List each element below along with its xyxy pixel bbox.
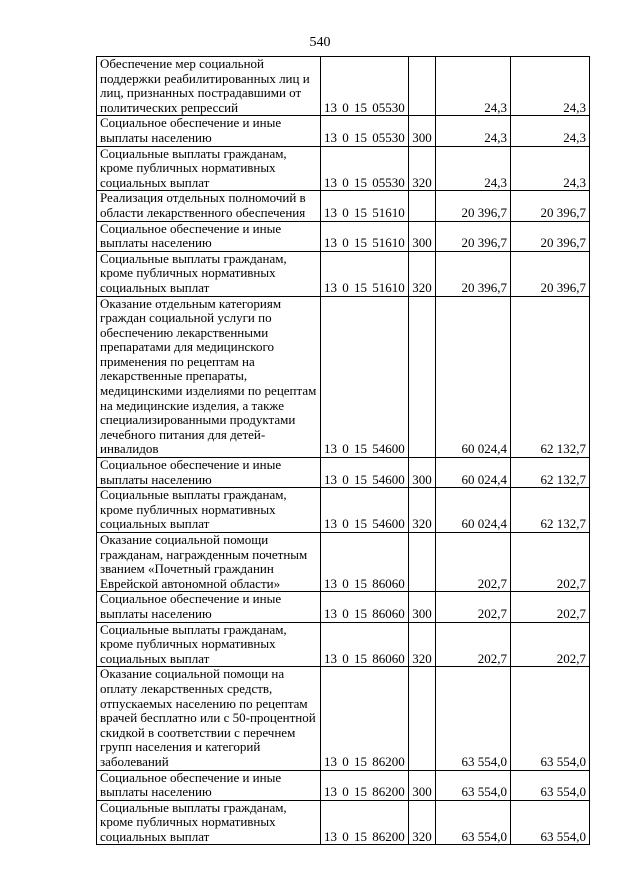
row-expense-type-cell: 300 xyxy=(409,458,436,488)
row-expense-type-cell xyxy=(409,296,436,458)
row-name-cell: Оказание отдельным категориям граждан социальной услуги по обеспечению лекарственными препаратами для медицинского применения по рецептам на лекарственные препараты, медицинскими изделиями по рецептам на медицинские изделия, а также специализированными продуктами лечебного питания для детей-инвалидов xyxy=(97,296,321,458)
table-row xyxy=(97,622,590,667)
row-name-cell: Обеспечение мер социальной поддержки реабилитированных лиц и лиц, признанных пострадавшими от политических репрессий xyxy=(97,57,321,116)
row-expense-type-cell: 320 xyxy=(409,251,436,296)
row-code-cell: 13 0 15 05530 xyxy=(321,57,409,116)
row-code-cell: 13 0 15 54600 xyxy=(321,296,409,458)
row-name-cell: Социальное обеспечение и иные выплаты населению xyxy=(97,221,321,251)
row-name-cell: Реализация отдельных полномочий в области лекарственного обеспечения xyxy=(97,191,321,221)
row-name-cell: Социальное обеспечение и иные выплаты населению xyxy=(97,770,321,800)
row-code-cell: 13 0 15 05530 xyxy=(321,146,409,191)
row-amount-year2-cell: 202,7 xyxy=(511,622,590,667)
budget-table-body xyxy=(97,57,590,845)
table-row xyxy=(97,667,590,770)
row-amount-year1-cell: 60 024,4 xyxy=(436,458,511,488)
row-amount-year2-cell: 63 554,0 xyxy=(511,770,590,800)
row-expense-type-cell: 300 xyxy=(409,116,436,146)
row-amount-year1-cell: 24,3 xyxy=(436,116,511,146)
row-code-cell: 13 0 15 86060 xyxy=(321,533,409,592)
row-amount-year2-cell: 62 132,7 xyxy=(511,488,590,533)
row-amount-year1-cell: 24,3 xyxy=(436,146,511,191)
budget-table xyxy=(96,56,590,845)
row-amount-year2-cell: 63 554,0 xyxy=(511,667,590,770)
table-row xyxy=(97,57,590,116)
table-row xyxy=(97,533,590,592)
row-amount-year2-cell: 24,3 xyxy=(511,146,590,191)
table-row xyxy=(97,592,590,622)
row-code-cell: 13 0 15 86200 xyxy=(321,770,409,800)
table-row xyxy=(97,116,590,146)
row-amount-year2-cell: 202,7 xyxy=(511,533,590,592)
row-amount-year2-cell: 63 554,0 xyxy=(511,800,590,845)
row-code-cell: 13 0 15 86060 xyxy=(321,622,409,667)
row-expense-type-cell xyxy=(409,57,436,116)
row-code-cell: 13 0 15 86200 xyxy=(321,667,409,770)
row-code-cell: 13 0 15 51610 xyxy=(321,221,409,251)
row-expense-type-cell: 300 xyxy=(409,770,436,800)
row-expense-type-cell: 300 xyxy=(409,221,436,251)
row-name-cell: Оказание социальной помощи на оплату лекарственных средств, отпускаемых населению по рецептам врачей бесплатно или с 50-процентной скидкой в соответствии с перечнем групп населения и категорий заболеваний xyxy=(97,667,321,770)
table-row xyxy=(97,458,590,488)
table-row xyxy=(97,221,590,251)
row-code-cell: 13 0 15 86200 xyxy=(321,800,409,845)
row-code-cell: 13 0 15 86060 xyxy=(321,592,409,622)
row-expense-type-cell xyxy=(409,533,436,592)
row-amount-year1-cell: 60 024,4 xyxy=(436,488,511,533)
table-row xyxy=(97,146,590,191)
row-amount-year1-cell: 60 024,4 xyxy=(436,296,511,458)
row-amount-year1-cell: 63 554,0 xyxy=(436,667,511,770)
table-row xyxy=(97,800,590,845)
row-name-cell: Социальное обеспечение и иные выплаты населению xyxy=(97,116,321,146)
row-name-cell: Социальные выплаты гражданам, кроме публичных нормативных социальных выплат xyxy=(97,800,321,845)
row-amount-year1-cell: 63 554,0 xyxy=(436,800,511,845)
row-code-cell: 13 0 15 51610 xyxy=(321,251,409,296)
row-name-cell: Оказание социальной помощи гражданам, награжденным почетным званием «Почетный гражданин Еврейской автономной области» xyxy=(97,533,321,592)
row-code-cell: 13 0 15 05530 xyxy=(321,116,409,146)
table-row xyxy=(97,296,590,458)
row-name-cell: Социальное обеспечение и иные выплаты населению xyxy=(97,592,321,622)
page-number: 540 xyxy=(309,35,331,50)
row-expense-type-cell: 320 xyxy=(409,800,436,845)
table-row xyxy=(97,770,590,800)
row-code-cell: 13 0 15 54600 xyxy=(321,458,409,488)
row-code-cell: 13 0 15 54600 xyxy=(321,488,409,533)
row-amount-year2-cell: 24,3 xyxy=(511,57,590,116)
row-amount-year1-cell: 202,7 xyxy=(436,592,511,622)
row-amount-year2-cell: 20 396,7 xyxy=(511,191,590,221)
row-amount-year2-cell: 24,3 xyxy=(511,116,590,146)
row-name-cell: Социальные выплаты гражданам, кроме публичных нормативных социальных выплат xyxy=(97,622,321,667)
table-row xyxy=(97,488,590,533)
row-amount-year1-cell: 202,7 xyxy=(436,533,511,592)
row-name-cell: Социальные выплаты гражданам, кроме публичных нормативных социальных выплат xyxy=(97,488,321,533)
row-amount-year1-cell: 202,7 xyxy=(436,622,511,667)
row-name-cell: Социальное обеспечение и иные выплаты населению xyxy=(97,458,321,488)
row-expense-type-cell: 320 xyxy=(409,488,436,533)
row-amount-year2-cell: 202,7 xyxy=(511,592,590,622)
table-row xyxy=(97,251,590,296)
row-name-cell: Социальные выплаты гражданам, кроме публичных нормативных социальных выплат xyxy=(97,146,321,191)
row-expense-type-cell: 320 xyxy=(409,146,436,191)
row-amount-year1-cell: 20 396,7 xyxy=(436,221,511,251)
row-amount-year2-cell: 62 132,7 xyxy=(511,296,590,458)
row-amount-year1-cell: 20 396,7 xyxy=(436,251,511,296)
row-amount-year2-cell: 20 396,7 xyxy=(511,251,590,296)
row-amount-year2-cell: 20 396,7 xyxy=(511,221,590,251)
table-row xyxy=(97,191,590,221)
row-expense-type-cell xyxy=(409,191,436,221)
row-amount-year1-cell: 63 554,0 xyxy=(436,770,511,800)
row-amount-year1-cell: 20 396,7 xyxy=(436,191,511,221)
row-expense-type-cell: 300 xyxy=(409,592,436,622)
row-code-cell: 13 0 15 51610 xyxy=(321,191,409,221)
row-expense-type-cell xyxy=(409,667,436,770)
row-amount-year1-cell: 24,3 xyxy=(436,57,511,116)
row-amount-year2-cell: 62 132,7 xyxy=(511,458,590,488)
row-name-cell: Социальные выплаты гражданам, кроме публичных нормативных социальных выплат xyxy=(97,251,321,296)
row-expense-type-cell: 320 xyxy=(409,622,436,667)
